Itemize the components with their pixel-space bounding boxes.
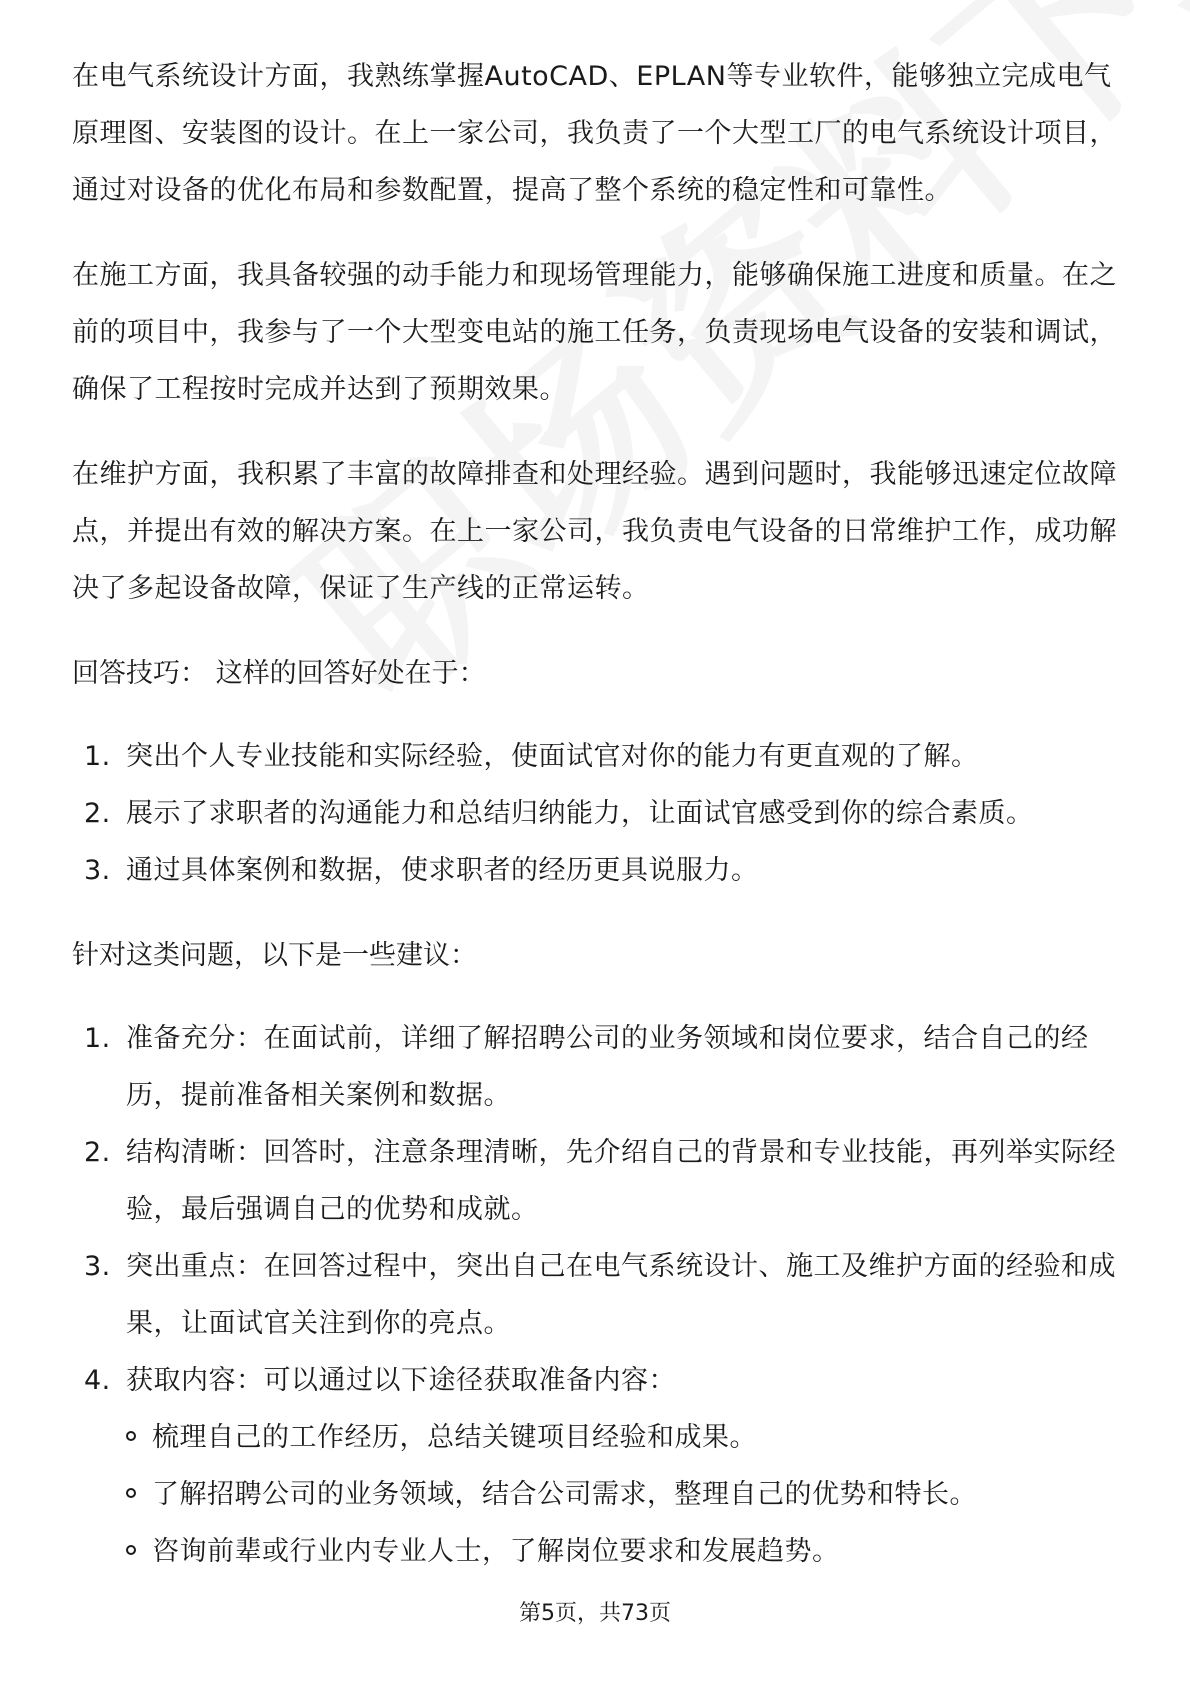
document-body <box>72 48 1118 1608</box>
sublist-item-text: 咨询前辈或行业内专业人士，了解岗位要求和发展趋势。 <box>152 1536 840 1567</box>
list-item-text: 结构清晰：回答时，注意条理清晰，先介绍自己的背景和专业技能，再列举实际经验，最后强调自己的优势和成就。 <box>126 1137 1116 1225</box>
list-item <box>72 1010 1118 1124</box>
list-number: 4. <box>84 1365 111 1396</box>
bullet-circle-icon <box>126 1431 136 1441</box>
list-item-text: 突出个人专业技能和实际经验，使面试官对你的能力有更直观的了解。 <box>126 741 979 772</box>
list-item-text: 通过具体案例和数据，使求职者的经历更具说服力。 <box>126 855 759 886</box>
advice-sublist <box>126 1409 1118 1580</box>
tips-list <box>72 728 1118 899</box>
sublist-item-text: 梳理自己的工作经历，总结关键项目经验和成果。 <box>152 1422 757 1453</box>
sublist-item <box>126 1466 1118 1523</box>
list-item-text: 突出重点：在回答过程中，突出自己在电气系统设计、施工及维护方面的经验和成果，让面试官关注到你的亮点。 <box>126 1251 1116 1339</box>
sublist-item <box>126 1523 1118 1580</box>
list-item <box>72 1124 1118 1238</box>
list-number: 2. <box>84 1137 111 1168</box>
tips-heading: 回答技巧： 这样的回答好处在于： <box>72 658 486 689</box>
list-number: 3. <box>84 855 111 886</box>
advice-heading: 针对这类问题，以下是一些建议： <box>72 940 477 971</box>
list-item <box>72 785 1118 842</box>
list-item-text: 准备充分：在面试前，详细了解招聘公司的业务领域和岗位要求，结合自己的经历，提前准备相关案例和数据。 <box>126 1023 1089 1111</box>
paragraph-maintenance: 在维护方面，我积累了丰富的故障排查和处理经验。遇到问题时，我能够迅速定位故障点，并提出有效的解决方案。在上一家公司，我负责电气设备的日常维护工作，成功解决了多起设备故障，保证了生产线的正常运转。 <box>72 459 1117 604</box>
sublist-item-text: 了解招聘公司的业务领域，结合公司需求，整理自己的优势和特长。 <box>152 1479 977 1510</box>
paragraph-construction: 在施工方面，我具备较强的动手能力和现场管理能力，能够确保施工进度和质量。在之前的项目中，我参与了一个大型变电站的施工任务，负责现场电气设备的安装和调试，确保了工程按时完成并达到了预期效果。 <box>72 260 1117 405</box>
bullet-circle-icon <box>126 1545 136 1555</box>
paragraph-design: 在电气系统设计方面，我熟练掌握AutoCAD、EPLAN等专业软件，能够独立完成电气原理图、安装图的设计。在上一家公司，我负责了一个大型工厂的电气系统设计项目，通过对设备的优化布局和参数配置，提高了整个系统的稳定性和可靠性。 <box>72 61 1117 206</box>
advice-list <box>72 1010 1118 1580</box>
list-number: 1. <box>84 741 111 772</box>
sublist-item <box>126 1409 1118 1466</box>
page-footer: 第5页，共73页 <box>519 1601 671 1626</box>
list-number: 1. <box>84 1023 111 1054</box>
list-number: 2. <box>84 798 111 829</box>
list-item-text: 获取内容：可以通过以下途径获取准备内容： <box>126 1365 676 1396</box>
list-item <box>72 1352 1118 1580</box>
bullet-circle-icon <box>126 1488 136 1498</box>
list-item <box>72 842 1118 899</box>
list-number: 3. <box>84 1251 111 1282</box>
list-item <box>72 1238 1118 1352</box>
list-item-text: 展示了求职者的沟通能力和总结归纳能力，让面试官感受到你的综合素质。 <box>126 798 1034 829</box>
list-item <box>72 728 1118 785</box>
